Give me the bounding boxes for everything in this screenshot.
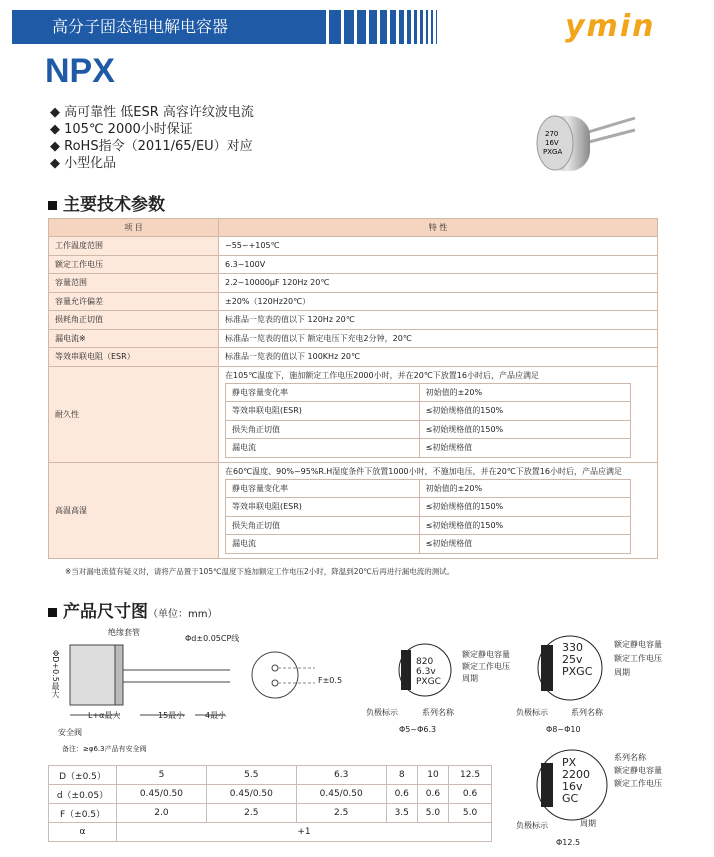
- marking-mid-series: 系列名称: [571, 708, 603, 717]
- marking-mid-size: Φ8~Φ10: [546, 725, 581, 734]
- feature-list: [50, 104, 254, 172]
- marking-mid-text: 330 25v PXGC: [562, 641, 593, 678]
- f-label: F±0.5: [318, 676, 343, 685]
- table-row: 额定工作电压 6.3~100V: [49, 255, 658, 274]
- feature-item: ◆ RoHS指令（2011/65/EU）对应: [50, 138, 254, 155]
- min4-label: 4最小: [205, 711, 227, 720]
- safety-label: 安全阀: [58, 728, 82, 737]
- marking-large-neg: 负极标示: [516, 821, 548, 830]
- table-row: D（±0.5） 5 5.5 6.3 8 10 12.5: [49, 766, 492, 785]
- table-row: 等效串联电阻（ESR） 标准品一览表的值以下 100KHz 20℃: [49, 348, 658, 367]
- marking-mid-neg: 负极标示: [516, 708, 548, 717]
- table-row: [49, 366, 658, 462]
- marking-large-text: PX 2200 16v GC: [562, 756, 590, 805]
- humidity-table: 静电容量变化率 初始值的±20% 等效串联电阻(ESR) ≤初始规格值的150% 损失角正切值 ≤初始规格值的150% 漏电流 ≤初始规格值: [225, 479, 631, 554]
- spec-section-title: 主要技术参数: [48, 190, 165, 215]
- marking-large-labels: 系列名称 额定静电容量 额定工作电压: [614, 753, 662, 788]
- cap-mark-3: PXGA: [543, 148, 563, 156]
- marking-small-labels: 额定静电容量 额定工作电压 周期: [462, 650, 510, 683]
- table-row: d（±0.05） 0.45/0.50 0.45/0.50 0.45/0.50 0.6 0.6 0.6: [49, 785, 492, 804]
- table-row: α +1: [49, 823, 492, 842]
- marking-large-period: 周期: [580, 819, 596, 828]
- drawing-note: 备注：≥φ6.3产品有安全阀: [62, 745, 147, 753]
- endurance-table: 静电容量变化率 初始值的±20% 等效串联电阻(ESR) ≤初始规格值的150% 损失角正切值 ≤初始规格值的150% 漏电流 ≤初始规格值: [225, 383, 631, 458]
- cap-mark-2: 16V: [545, 139, 559, 147]
- marking-small-series: 系列名称: [422, 708, 454, 717]
- table-row: F（±0.5） 2.0 2.5 2.5 3.5 5.0 5.0: [49, 804, 492, 823]
- marking-mid-labels: 额定静电容量 额定工作电压 周期: [614, 640, 662, 677]
- dim-section-title: 产品尺寸图（单位：mm）: [48, 597, 217, 622]
- spec-table: [48, 218, 658, 559]
- table-row: 容量允许偏差 ±20%（120Hz20℃）: [49, 292, 658, 311]
- phi-d-label: ΦD+0.5最大: [51, 650, 60, 698]
- header-title: 高分子固态铝电解电容器: [12, 10, 312, 44]
- feature-item: ◆ 小型化品: [50, 155, 254, 172]
- endurance-desc: 在105℃温度下，施加额定工作电压2000小时，并在20℃下放置16小时后，产品应满足: [225, 370, 539, 380]
- series-title: NPX: [45, 52, 115, 90]
- capacitor-image: [525, 108, 640, 173]
- header: [0, 10, 714, 44]
- table-row: 容量范围 2.2~10000μF 120Hz 20℃: [49, 274, 658, 293]
- marking-small-text: 820 6.3v PXGC: [416, 657, 441, 687]
- feature-item: ◆ 高可靠性 低ESR 高容许纹波电流: [50, 104, 254, 121]
- table-row: 工作温度范围 −55~+105℃: [49, 237, 658, 256]
- humidity-label: 高温高湿: [49, 462, 219, 558]
- dimension-table: [48, 765, 492, 842]
- spec-header-char: 特 性: [219, 219, 658, 237]
- sleeve-label: 绝缘套管: [108, 628, 140, 637]
- humidity-desc: 在60℃温度、90%~95%R.H湿度条件下放置1000小时，不施加电压，并在20℃下放置16小时后，产品应满足: [225, 466, 622, 476]
- header-stripes: [312, 10, 512, 44]
- l-label: L+α最大: [88, 711, 121, 720]
- lead-label: Φd±0.05CP线: [185, 634, 240, 643]
- marking-large-size: Φ12.5: [556, 838, 581, 847]
- table-row: 损耗角正切值 标准品一览表的值以下 120Hz 20℃: [49, 311, 658, 330]
- spec-header-item: 项 目: [49, 219, 219, 237]
- feature-item: ◆ 105℃ 2000小时保证: [50, 121, 254, 138]
- cap-mark-1: 270: [545, 130, 559, 138]
- endurance-label: 耐久性: [49, 366, 219, 462]
- brand-logo: ymin: [565, 9, 656, 44]
- marking-small-neg: 负极标示: [366, 708, 398, 717]
- table-row: [49, 462, 658, 558]
- min15-label: 15最小: [158, 711, 185, 720]
- spec-note: ※当对漏电流值有疑义时，请将产品置于105℃温度下施加额定工作电压2小时，降温到20℃后再进行漏电流的测试。: [65, 567, 455, 576]
- marking-small-size: Φ5~Φ6.3: [399, 725, 437, 734]
- table-row: 漏电流※ 标准品一览表的值以下 额定电压下充电2分钟，20℃: [49, 329, 658, 348]
